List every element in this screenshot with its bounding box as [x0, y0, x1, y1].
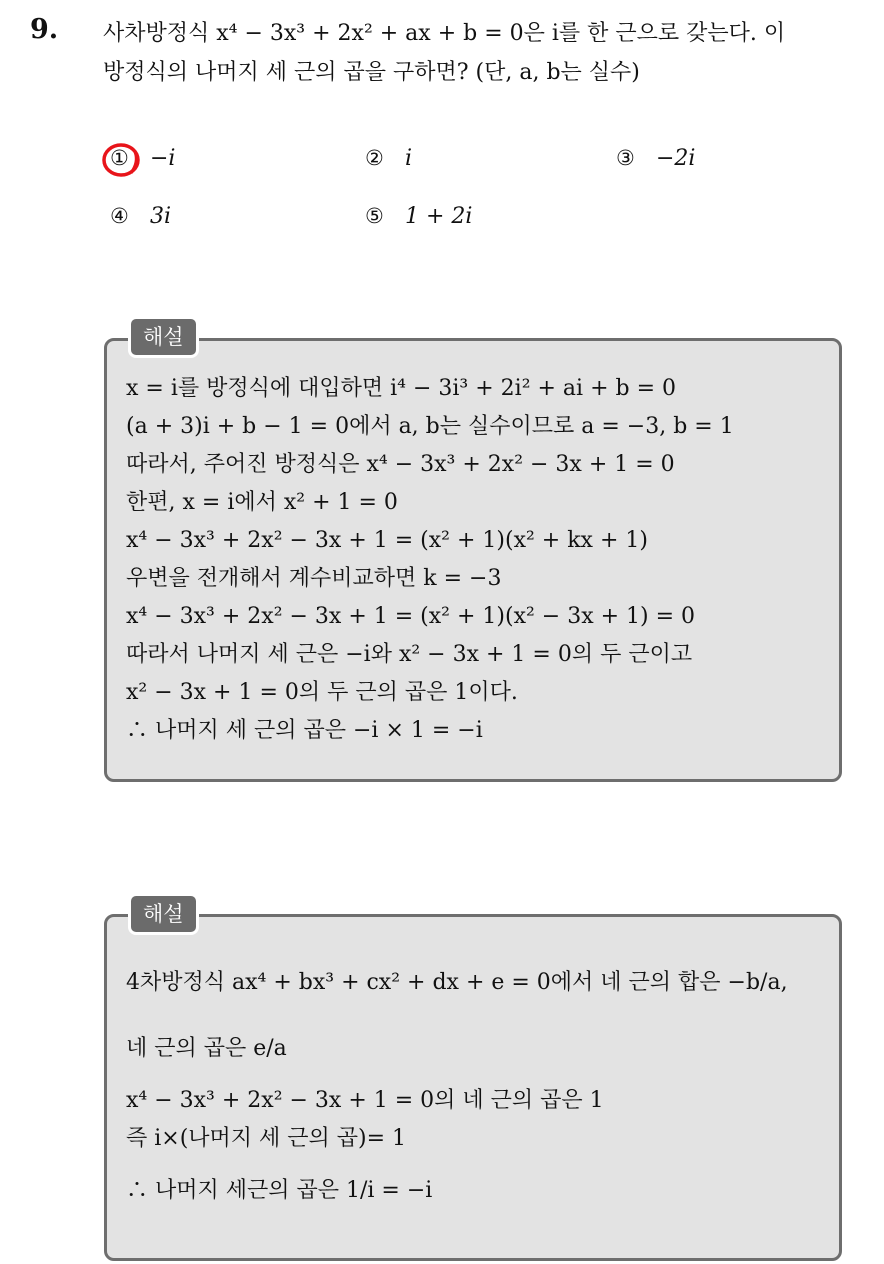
choice-value: −i [150, 146, 176, 171]
solution-line: 따라서, 주어진 방정식은 x⁴ − 3x³ + 2x² − 3x + 1 = 0 [126, 452, 675, 477]
solution-line: (a + 3)i + b − 1 = 0에서 a, b는 실수이므로 a = −3, b = 1 [126, 414, 734, 439]
solution-line: ∴ 나머지 세근의 곱은 1/i = −i [126, 1178, 433, 1203]
solution-line: ∴ 나머지 세 근의 곱은 −i × 1 = −i [126, 718, 483, 743]
solution-text-2 [126, 950, 788, 1224]
question-line: 사차방정식 x⁴ − 3x³ + 2x² + ax + b = 0은 i를 한 근으로 갖는다. 이 [103, 21, 786, 46]
choice-3[interactable] [616, 146, 695, 171]
choice-number: ④ [110, 204, 129, 228]
solution-line: x⁴ − 3x³ + 2x² − 3x + 1 = 0의 네 근의 곱은 1 [126, 1088, 604, 1113]
choice-number: ③ [616, 146, 635, 170]
solution-line: x⁴ − 3x³ + 2x² − 3x + 1 = (x² + 1)(x² − 3x + 1) = 0 [126, 604, 696, 629]
choice-2[interactable] [365, 146, 412, 171]
choice-5[interactable] [365, 204, 472, 229]
choice-value: −2i [656, 146, 696, 171]
choice-number: ⑤ [365, 204, 384, 228]
question-line: 방정식의 나머지 세 근의 곱을 구하면? (단, a, b는 실수) [103, 60, 640, 85]
question-text [103, 14, 785, 92]
solution-line: 즉 i×(나머지 세 근의 곱)= 1 [126, 1126, 407, 1151]
solution-text-1 [126, 370, 734, 750]
question-number: 9. [30, 14, 59, 45]
choice-1[interactable] [110, 146, 175, 171]
choice-value: 1 + 2i [405, 204, 473, 229]
solution-tag-2: 해설 [128, 893, 199, 935]
solution-line: x = i를 방정식에 대입하면 i⁴ − 3i³ + 2i² + ai + b = 0 [126, 376, 677, 401]
choice-number: ① [110, 146, 129, 170]
choice-value: 3i [150, 204, 172, 229]
choice-value: i [405, 146, 413, 171]
solution-line: 4차방정식 ax⁴ + bx³ + cx² + dx + e = 0에서 네 근의 합은 −b/a, [126, 970, 788, 995]
solution-tag-1: 해설 [128, 316, 199, 358]
solution-line: 따라서 나머지 세 근은 −i와 x² − 3x + 1 = 0의 두 근이고 [126, 642, 693, 667]
solution-line: x⁴ − 3x³ + 2x² − 3x + 1 = (x² + 1)(x² + kx + 1) [126, 528, 648, 553]
solution-line: 네 근의 곱은 e/a [126, 1036, 287, 1061]
choice-4[interactable] [110, 204, 171, 229]
solution-line: x² − 3x + 1 = 0의 두 근의 곱은 1이다. [126, 680, 518, 705]
solution-line: 한편, x = i에서 x² + 1 = 0 [126, 490, 398, 515]
choice-number: ② [365, 146, 384, 170]
solution-line: 우변을 전개해서 계수비교하면 k = −3 [126, 566, 502, 591]
